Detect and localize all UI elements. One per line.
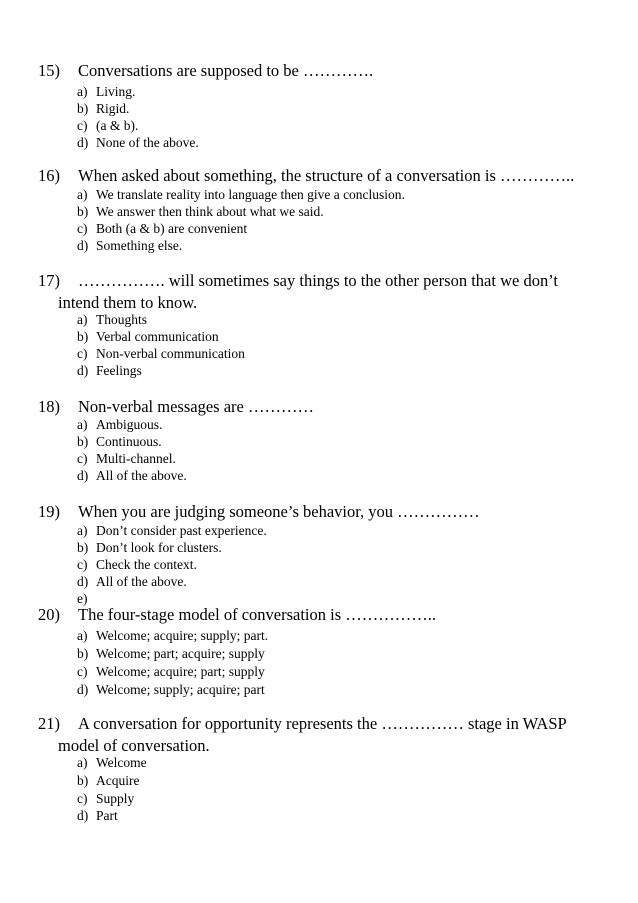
- option-text: All of the above.: [96, 468, 187, 483]
- option-letter: c): [77, 451, 88, 466]
- option-a: [77, 83, 135, 100]
- option-b: [77, 328, 219, 345]
- option-b: [77, 772, 139, 789]
- option-text: Verbal communication: [96, 329, 219, 344]
- option-a: [77, 627, 268, 644]
- option-c: [77, 450, 176, 467]
- option-d: [77, 134, 199, 151]
- option-text: Something else.: [96, 238, 183, 253]
- option-d: [77, 681, 265, 698]
- option-letter: c): [77, 664, 88, 679]
- option-letter: a): [77, 755, 88, 770]
- option-letter: d): [77, 238, 89, 253]
- option-text: Rigid.: [96, 101, 130, 116]
- option-letter: c): [77, 221, 88, 236]
- option-text: Living.: [96, 84, 136, 99]
- question-number: 18): [38, 397, 60, 416]
- option-d: [77, 237, 182, 254]
- option-letter: a): [77, 84, 88, 99]
- option-b: [77, 645, 265, 662]
- question-text: Non-verbal messages are …………: [78, 397, 314, 416]
- option-letter: b): [77, 540, 89, 555]
- option-text: Acquire: [96, 773, 140, 788]
- question-number: 20): [38, 605, 60, 624]
- question-number: 17): [38, 271, 60, 290]
- option-b: [77, 100, 129, 117]
- question-stem: [38, 165, 628, 187]
- option-text: Welcome; acquire; supply; part.: [96, 628, 269, 643]
- option-letter: a): [77, 312, 88, 327]
- option-text: Check the context.: [96, 557, 197, 572]
- option-text: Welcome: [96, 755, 147, 770]
- option-letter: a): [77, 628, 88, 643]
- option-b: [77, 203, 324, 220]
- option-a: [77, 186, 405, 203]
- question-text-continued: intend them to know.: [58, 293, 198, 312]
- option-text: All of the above.: [96, 574, 187, 589]
- option-text: Supply: [96, 791, 135, 806]
- option-text: We translate reality into language then give a conclusion.: [96, 187, 405, 202]
- question-text: The four-stage model of conversation is ……………..: [78, 605, 437, 624]
- question-text: When you are judging someone’s behavior, you ……………: [78, 502, 480, 521]
- option-letter: b): [77, 204, 89, 219]
- option-letter: b): [77, 773, 89, 788]
- question-stem: [38, 501, 598, 523]
- option-b: [77, 539, 222, 556]
- option-c: [77, 345, 245, 362]
- option-letter: b): [77, 646, 89, 661]
- question-text: Conversations are supposed to be ………….: [78, 61, 374, 80]
- option-a: [77, 416, 162, 433]
- question-stem: [38, 270, 628, 292]
- option-text: Ambiguous.: [96, 417, 163, 432]
- option-text: Both (a & b) are convenient: [96, 221, 248, 236]
- option-text: Don’t consider past experience.: [96, 523, 267, 538]
- option-c: [77, 790, 134, 807]
- option-c: [77, 220, 247, 237]
- option-text: Don’t look for clusters.: [96, 540, 222, 555]
- option-letter: c): [77, 346, 88, 361]
- option-d: [77, 467, 187, 484]
- option-text: Feelings: [96, 363, 142, 378]
- question-text: ……………. will sometimes say things to the other person that we don’t: [78, 271, 558, 290]
- question-number: 16): [38, 166, 60, 185]
- option-letter: e): [77, 591, 88, 606]
- option-letter: d): [77, 682, 89, 697]
- option-text: (a & b).: [96, 118, 139, 133]
- option-text: None of the above.: [96, 135, 199, 150]
- option-text: Welcome; part; acquire; supply: [96, 646, 265, 661]
- question-text: A conversation for opportunity represents the …………… stage in WASP: [78, 714, 567, 733]
- option-text: Multi-channel.: [96, 451, 176, 466]
- option-letter: a): [77, 187, 88, 202]
- option-a: [77, 754, 147, 771]
- question-stem: [38, 713, 628, 735]
- option-letter: d): [77, 574, 89, 589]
- option-letter: d): [77, 135, 89, 150]
- option-letter: a): [77, 523, 88, 538]
- option-letter: b): [77, 329, 89, 344]
- option-c: [77, 117, 138, 134]
- option-letter: c): [77, 118, 88, 133]
- option-letter: d): [77, 808, 89, 823]
- option-letter: c): [77, 557, 88, 572]
- option-letter: d): [77, 363, 89, 378]
- option-b: [77, 433, 162, 450]
- option-text: Non-verbal communication: [96, 346, 245, 361]
- option-c: [77, 556, 197, 573]
- option-text: Welcome; acquire; part; supply: [96, 664, 265, 679]
- question-stem: [38, 396, 598, 418]
- question-text-continued: model of conversation.: [58, 736, 210, 755]
- question-stem: [38, 60, 598, 82]
- option-d: [77, 573, 187, 590]
- option-d: [77, 807, 118, 824]
- option-a: [77, 522, 267, 539]
- option-letter: d): [77, 468, 89, 483]
- option-letter: b): [77, 434, 89, 449]
- option-a: [77, 311, 147, 328]
- option-text: Welcome; supply; acquire; part: [96, 682, 265, 697]
- option-letter: c): [77, 791, 88, 806]
- option-text: Thoughts: [96, 312, 148, 327]
- question-number: 15): [38, 61, 60, 80]
- option-c: [77, 663, 265, 680]
- question-text: When asked about something, the structure of a conversation is …………..: [78, 166, 575, 185]
- option-text: We answer then think about what we said.: [96, 204, 324, 219]
- option-text: Part: [96, 808, 118, 823]
- option-text: Continuous.: [96, 434, 162, 449]
- question-number: 19): [38, 502, 60, 521]
- option-letter: a): [77, 417, 88, 432]
- option-letter: b): [77, 101, 89, 116]
- option-d: [77, 362, 142, 379]
- question-number: 21): [38, 714, 60, 733]
- question-stem: [38, 604, 598, 626]
